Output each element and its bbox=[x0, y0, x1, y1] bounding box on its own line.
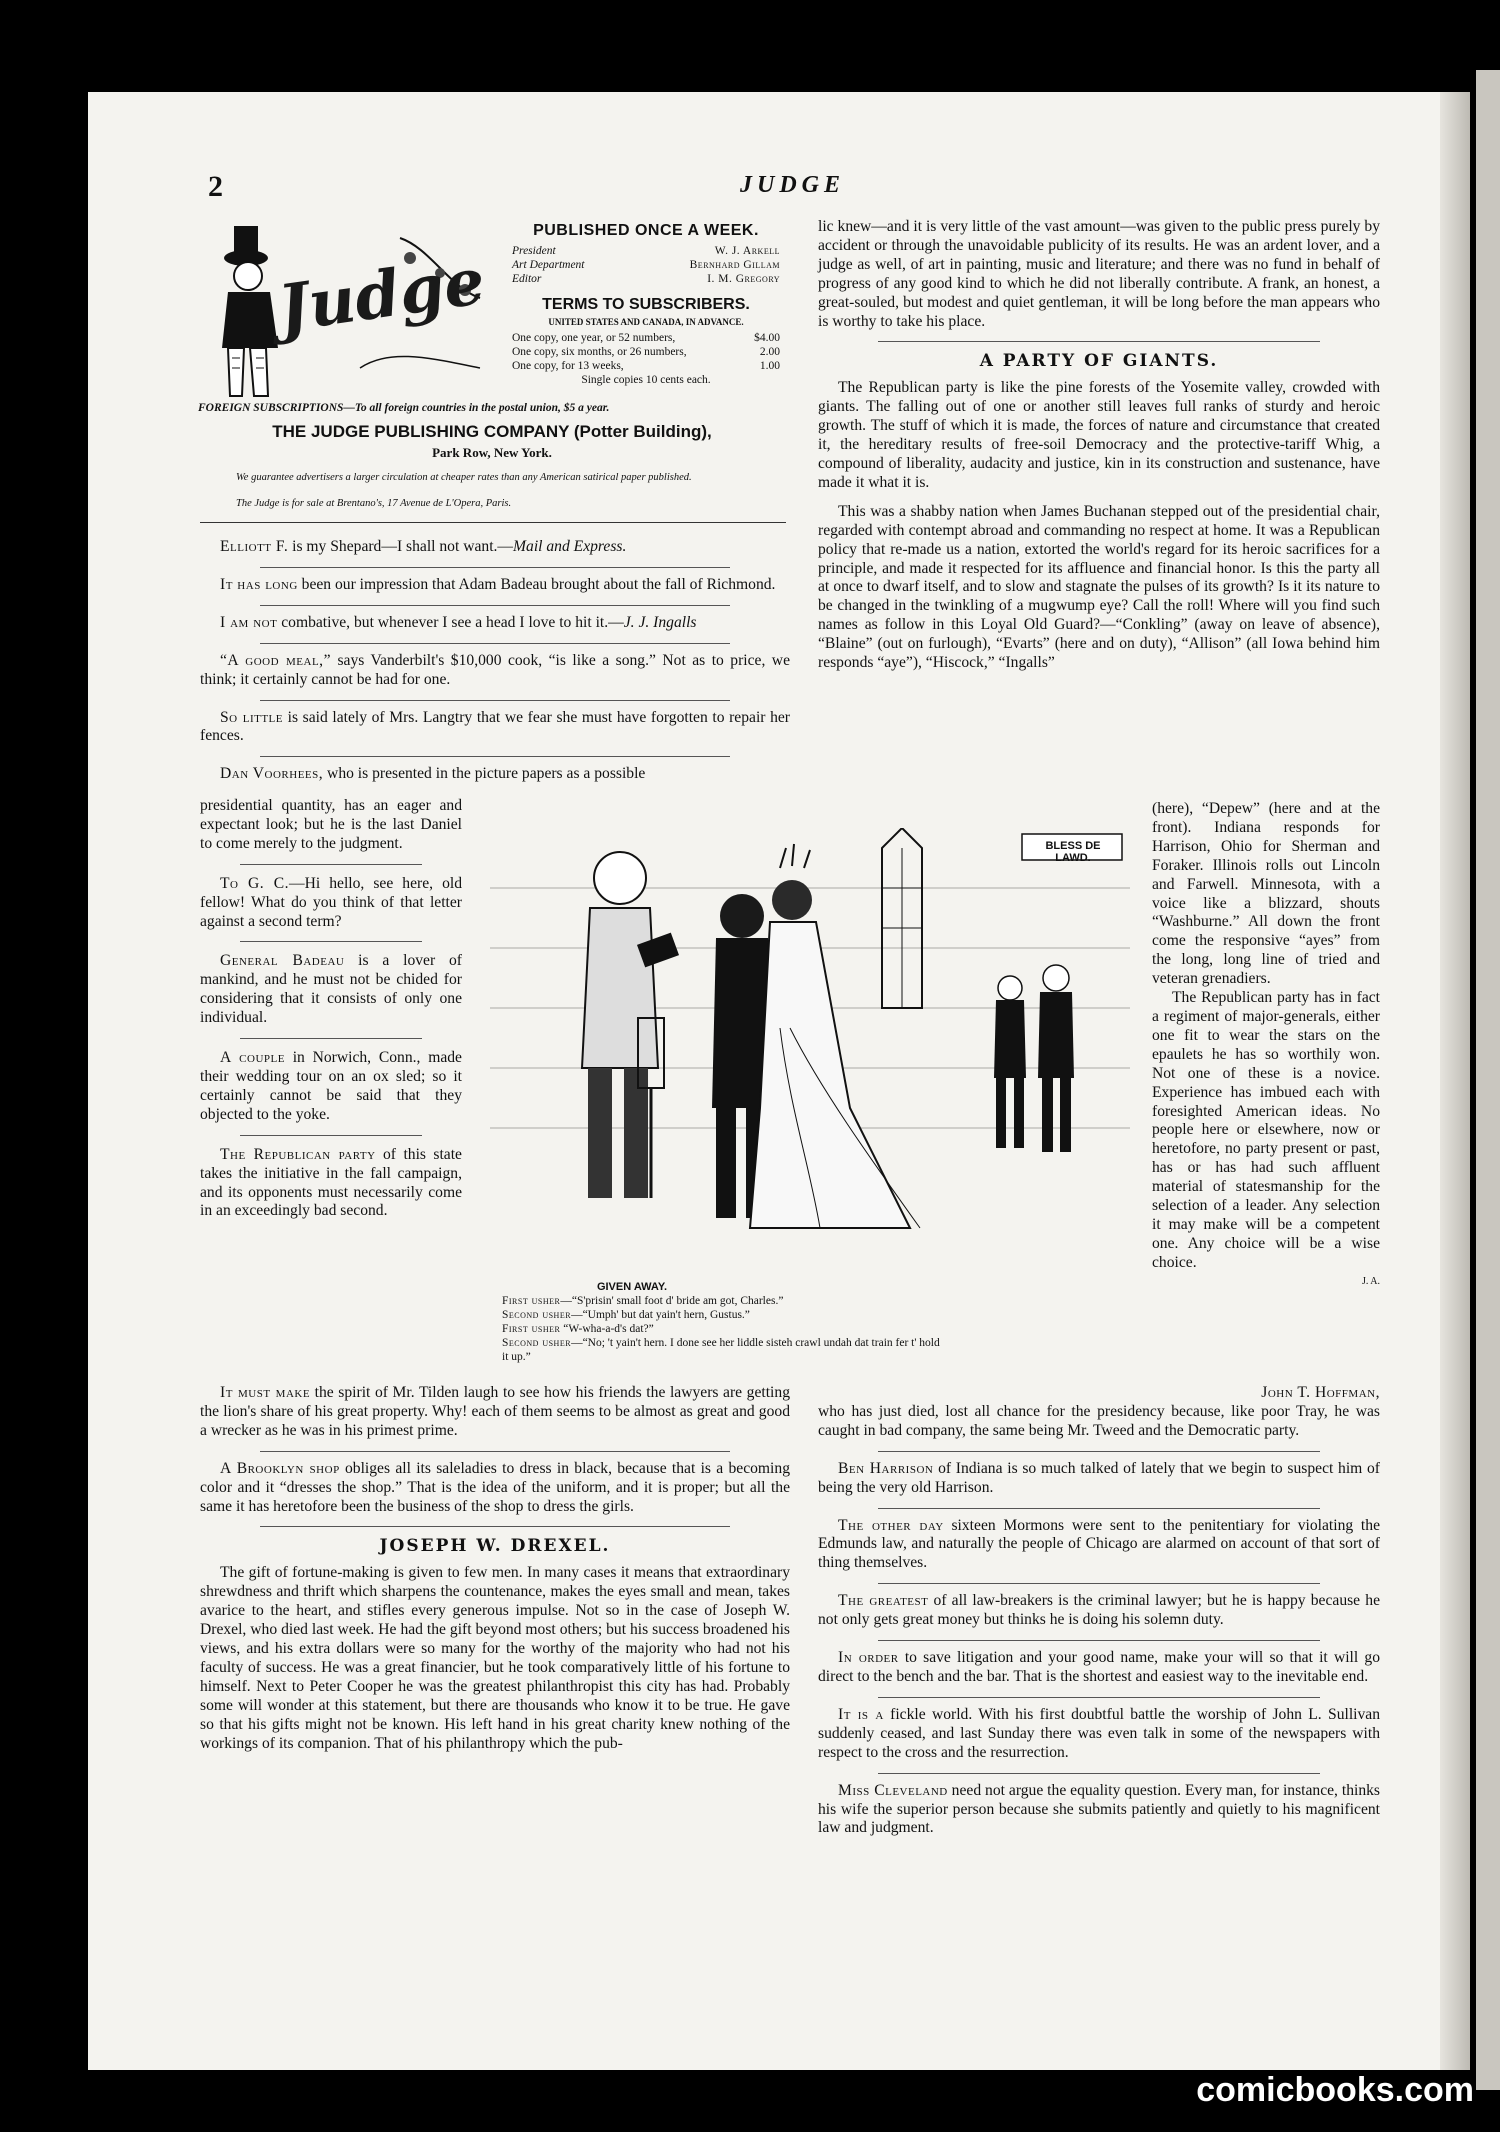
paragraph-text: who has just died, lost all chance for the presidency because, like poor Tray, he was caught in bad company, the same being Mr. Tweed and the Democratic party. bbox=[818, 1402, 1380, 1439]
drexel-continuation: lic knew—and it is very little of the vast amount—was given to the public press purely by accident or through the unavoidable publicity of its results. He was an ardent lover, and a judge as well, of art in painting, music and literature; and there was no fund in behalf of progress of any good kind to which he did not liberally contribute. A frank, an honest, a great-souled, but modest and quiet gentleman, it will be long before the man appears who is worthy to take his place. bbox=[818, 218, 1380, 330]
divider bbox=[240, 864, 422, 865]
lead-words: The greatest bbox=[838, 1592, 929, 1610]
speaker: First usher bbox=[502, 1323, 561, 1335]
caption-line bbox=[502, 1294, 1142, 1308]
paragraph bbox=[818, 1706, 1380, 1763]
right-column-narrow bbox=[1152, 800, 1380, 1292]
rate-list bbox=[512, 331, 780, 387]
divider bbox=[878, 341, 1320, 342]
company-name: THE JUDGE PUBLISHING COMPANY (Potter Building), bbox=[272, 422, 712, 441]
lead-words: So little bbox=[220, 708, 283, 726]
attribution: Mail and Express. bbox=[513, 538, 627, 555]
divider bbox=[878, 1640, 1320, 1641]
staff-row bbox=[512, 258, 780, 272]
wedding-cartoon bbox=[490, 828, 1130, 1268]
lead-words: General Badeau bbox=[220, 952, 345, 970]
divider bbox=[878, 1773, 1320, 1774]
lead-words: I am not bbox=[220, 613, 278, 631]
paragraph-text: of all law-breakers is the criminal lawyer; but he is happy because he not only gets great money but thinks he is doing his solemn duty. bbox=[818, 1592, 1380, 1629]
drexel-article: The gift of fortune-making is given to few men. In many cases it means that extraordinary shrewdness and thrift which sharpens the countenance, makes the eyes small and mean, takes avarice to the heart, and stifles every generous impulse. Not so in the case of Joseph W. Drexel, who died last week. He had the gift beyond most others; but his success broadened his views, and his extra dollars were so many for the worthy of the majority who had not his faculty of success. He was a great financier, but he took comparatively little of his fortune to himself. Next to Peter Cooper he was the greatest philanthropist this city has had. Probably some will wonder at this statement, but there are thousands who know it to be true. He gave so that his gifts might not be known. His left hand in his great charity knew nothing of the workings of its companion. That of his philanthropy which the pub- bbox=[200, 1564, 790, 1752]
paragraph-text: combative, but whenever I see a head I love to hit it.— bbox=[277, 613, 624, 631]
paragraph bbox=[818, 1592, 1380, 1630]
giants-paragraph-2: This was a shabby nation when James Buchanan stepped out of the presidential chair, regarded with contempt abroad and commanding no respect at home. It was a Republican policy that re-made us a nation, extorted the world's regard for its heroic sacrifices for a principle, and made it respected for its affluence and financial honor. Is this the party all at once to dwarf itself, and to slow and stagnate the pulses of its growth? Is it its nature to be changed in the twinkling of a mugwump eye? Call the roll! Where will you find such names as follow in this Loyal Old Guard?—“Conkling” (away on leave of absence), “Blaine” (out on furlough), “Evarts” (here and on duty), “Allison” (all Iowa behind him responds “aye”), “Hiscock,” “Ingalls” bbox=[818, 502, 1380, 672]
right-column-top bbox=[818, 218, 1380, 673]
paragraph-text: is a lover of mankind, and he must not be chided for considering that it consists of only one individual. bbox=[200, 952, 462, 1027]
paragraph-text: —Hi hello, see here, old fellow! What do you think of that letter against a second term? bbox=[200, 874, 462, 930]
paragraph-text: in Norwich, Conn., made their wedding tour on an ox sled; so it certainly cannot be said that they objected to the yoke. bbox=[200, 1049, 462, 1123]
lead-words: A couple bbox=[220, 1049, 285, 1067]
page-edge bbox=[1440, 92, 1470, 2070]
terms-title: TERMS TO SUBSCRIBERS. bbox=[542, 296, 750, 313]
lead-words: In order bbox=[838, 1649, 899, 1667]
lead-words: Dan Voorhees, bbox=[220, 765, 324, 783]
foreign-subscriptions: FOREIGN SUBSCRIPTIONS—To all foreign countries in the postal union, $5 a year. bbox=[198, 402, 610, 414]
lead-words: The other day bbox=[838, 1516, 944, 1534]
cartoon-sign-text: BLESS DE LAWD. bbox=[1045, 840, 1101, 864]
divider bbox=[260, 1526, 730, 1527]
paragraph bbox=[200, 652, 790, 690]
caption-line bbox=[502, 1336, 942, 1364]
left-column-narrow bbox=[200, 797, 462, 1231]
cartoon-caption bbox=[502, 1280, 1142, 1364]
lead-words: A Brooklyn shop bbox=[220, 1459, 340, 1477]
divider bbox=[878, 1697, 1320, 1698]
lead-words: Ben Harrison bbox=[838, 1459, 934, 1477]
cartoon-illustration bbox=[490, 828, 1130, 1268]
lead-words: It has long bbox=[220, 575, 298, 593]
speech: —“S'prisin' small foot d' bride am got, Charles.” bbox=[560, 1295, 784, 1307]
paragraph-text: is my Shepard—I shall not want.— bbox=[288, 538, 514, 555]
paragraph-text: need not argue the equality question. Every man, for instance, thinks his wife the superior person because she submits patiently and quietly to his magnificent law and judgment. bbox=[818, 1781, 1380, 1837]
masthead-info bbox=[512, 222, 780, 387]
lead-words: It must make bbox=[220, 1384, 311, 1401]
masthead-logo bbox=[200, 218, 500, 403]
page-number: 2 bbox=[208, 170, 223, 203]
divider bbox=[240, 941, 422, 942]
staff-name: W. J. Arkell bbox=[714, 245, 780, 257]
terms-sub: UNITED STATES AND CANADA, IN ADVANCE. bbox=[548, 317, 744, 327]
next-page-edge bbox=[1476, 70, 1500, 2090]
lead-words: To G. C. bbox=[220, 874, 290, 892]
rate-label: One copy, for 13 weeks, bbox=[512, 360, 624, 372]
staff-list bbox=[512, 244, 780, 286]
paragraph-text: fickle world. With his first doubtful battle the worship of John L. Sullivan suddenly ceased, and last Sunday there was even talk in some of the newspapers with respect to the cross and the resurrection. bbox=[818, 1705, 1380, 1761]
paragraph bbox=[200, 875, 462, 932]
single-copy: Single copies 10 cents each. bbox=[581, 374, 711, 386]
speech: —“Umph' but dat yain't hern, Gustus.” bbox=[571, 1309, 750, 1321]
paragraph-text: who is presented in the picture papers as a possible bbox=[323, 765, 646, 783]
cartoon-title: GIVEN AWAY. bbox=[596, 1281, 668, 1293]
divider bbox=[260, 605, 730, 606]
attribution: J. J. Ingalls bbox=[623, 613, 697, 631]
paragraph bbox=[200, 1384, 790, 1441]
left-column-top bbox=[200, 538, 790, 784]
lead-words: “A good meal,” bbox=[220, 651, 332, 669]
giants-paragraph-3: The Republican party has in fact a regiment of major-generals, either one fit to wear the stars on the epaulets he has so worthily won. Not one of these is a novice. Experience has imbued each with foresighted American ideas. No people here or elsewhere, now or heretofore, no party present or past, has or has had such affluent material of statesmanship for the selection of a leader. Any selection it may make will be a competent one. Any choice will be a wise choice. bbox=[1152, 989, 1380, 1271]
paragraph-text: presidential quantity, has an eager and expectant look; but he is the last Daniel to come merely to the judgment. bbox=[200, 797, 462, 852]
paragraph bbox=[200, 952, 462, 1028]
staff-row bbox=[512, 272, 780, 286]
paragraph-text: to save litigation and your good name, make your will so that it will go direct to the bench and the bar. That is the shortest and easiest way to the inevitable end. bbox=[818, 1649, 1380, 1685]
left-column-bottom bbox=[200, 1384, 790, 1763]
advertiser-guarantee: We guarantee advertisers a larger circulation at cheaper rates than any American satirical paper published. bbox=[236, 472, 692, 483]
paragraph bbox=[200, 709, 790, 747]
giants-paragraph-2-cont: (here), “Depew” (here and at the front). Indiana responds for Harrison, Ohio for Sherman and Foraker. Illinois rolls out Lincoln and Farwell. Minnesota, with a voice like a blizzard, shouts “Washburne.” All down the front come the responsive “ayes” from the long, long line of tried and veteran grenadiers. bbox=[1152, 800, 1380, 988]
paragraph bbox=[200, 797, 462, 854]
signature: J. A. bbox=[1361, 1275, 1380, 1287]
paragraph bbox=[200, 1146, 462, 1222]
paragraph-text: of Indiana is so much talked of lately that we begin to suspect him of being the very old Harrison. bbox=[818, 1459, 1381, 1496]
paragraph bbox=[200, 538, 790, 557]
logo-wordmark: Judge bbox=[273, 243, 490, 348]
lead-words: Elliott F. bbox=[220, 538, 289, 555]
speaker: Second usher bbox=[502, 1309, 572, 1321]
paragraph bbox=[200, 1049, 462, 1125]
divider bbox=[260, 567, 730, 568]
divider bbox=[260, 643, 730, 644]
rate-price: $4.00 bbox=[754, 332, 780, 344]
paragraph-text: says Vanderbilt's $10,000 cook, “is like a song.” Not as to price, we think; it certainly cannot be had for one. bbox=[200, 651, 790, 688]
staff-row bbox=[512, 244, 780, 258]
rate-row bbox=[512, 331, 780, 345]
lead-words: It is a bbox=[838, 1705, 884, 1723]
giants-heading: A PARTY OF GIANTS. bbox=[979, 351, 1219, 372]
caption-line bbox=[502, 1308, 1142, 1322]
divider bbox=[878, 1583, 1320, 1584]
divider bbox=[240, 1038, 422, 1039]
lead-words: Miss Cleveland bbox=[838, 1781, 948, 1799]
divider bbox=[260, 756, 730, 757]
company-address: Park Row, New York. bbox=[432, 445, 552, 460]
lead-words: John T. Hoffman, bbox=[1261, 1384, 1380, 1401]
staff-name: Bernhard Gillam bbox=[689, 259, 780, 271]
rate-price: 1.00 bbox=[759, 360, 780, 372]
divider bbox=[878, 1451, 1320, 1452]
rate-label: One copy, one year, or 52 numbers, bbox=[512, 332, 676, 344]
paragraph-text: been our impression that Adam Badeau brought about the fall of Richmond. bbox=[297, 575, 776, 593]
drexel-heading: JOSEPH W. DREXEL. bbox=[379, 1536, 611, 1557]
divider bbox=[240, 1135, 422, 1136]
rate-row bbox=[512, 345, 780, 359]
paragraph-text: obliges all its saleladies to dress in black, because that is a becoming color and it “dresses the shop.” That is the idea of the uniform, and it is proper; but all the same it has heretofore been the business of the shop to dress the girls. bbox=[200, 1459, 790, 1515]
speech: “W-wha-a-d's dat?” bbox=[563, 1323, 654, 1335]
divider bbox=[260, 700, 730, 701]
caption-line bbox=[502, 1322, 1142, 1336]
staff-role: President bbox=[512, 245, 556, 257]
watermark: comicbooks.com bbox=[1196, 2071, 1474, 2109]
giants-paragraph-1: The Republican party is like the pine forests of the Yosemite valley, crowded with giants. The falling out of one or another still leaves full ranks of sturdy and heroic growth. The stuff of which it is made, the forces of nature and circumstance that created it, the hereditary results of free-soil Democracy and the protective-tariff Whig, a compound of liberality, audacity and justice, kin in its construction and sustenance, have made it what it is. bbox=[818, 379, 1380, 491]
paragraph-text: sixteen Mormons were sent to the penitentiary for violating the Edmunds law, and naturally the people of Chicago are alarmed on account of that sort of thing themselves. bbox=[818, 1516, 1380, 1572]
speaker: Second usher bbox=[502, 1337, 572, 1349]
masthead-rule bbox=[200, 522, 786, 523]
paragraph-text: the spirit of Mr. Tilden laugh to see how his friends the lawyers are getting the lion's share of his great property. Why! each of them seems to be almost as great and good a wrecker as he was in his primest prime. bbox=[200, 1384, 790, 1439]
paragraph bbox=[200, 765, 790, 784]
divider bbox=[260, 1451, 730, 1452]
published-line: PUBLISHED ONCE A WEEK. bbox=[533, 222, 759, 239]
paragraph-text: of this state takes the initiative in the fall campaign, and its opponents must necessarily come in an exceedingly bad second. bbox=[200, 1145, 462, 1220]
staff-role: Editor bbox=[512, 273, 542, 285]
staff-role: Art Department bbox=[512, 259, 585, 271]
paragraph bbox=[200, 614, 790, 633]
rate-row bbox=[512, 359, 780, 373]
paragraph bbox=[818, 1460, 1380, 1498]
divider bbox=[878, 1508, 1320, 1509]
rate-price: 2.00 bbox=[759, 346, 780, 358]
lead-words: The Republican party bbox=[220, 1145, 376, 1163]
paragraph bbox=[200, 1460, 790, 1517]
speech: —“No; 't yain't hern. I done see her liddle sisteh crawl undah dat train fer t' hold it up.” bbox=[502, 1337, 940, 1363]
paragraph bbox=[818, 1782, 1380, 1839]
paragraph-text: is said lately of Mrs. Langtry that we fear she must have forgotten to repair her fences. bbox=[200, 708, 790, 745]
right-column-bottom bbox=[818, 1384, 1380, 1848]
speaker: First usher bbox=[502, 1295, 561, 1307]
staff-name: I. M. Gregory bbox=[707, 273, 780, 285]
paris-sale-note: The Judge is for sale at Brentano's, 17 Avenue de L'Opera, Paris. bbox=[236, 498, 512, 509]
rate-label: One copy, six months, or 26 numbers, bbox=[512, 346, 687, 358]
paragraph bbox=[818, 1649, 1380, 1687]
paragraph bbox=[818, 1517, 1380, 1574]
paragraph bbox=[200, 576, 790, 595]
paragraph bbox=[818, 1384, 1380, 1441]
running-head: JUDGE bbox=[740, 172, 846, 198]
